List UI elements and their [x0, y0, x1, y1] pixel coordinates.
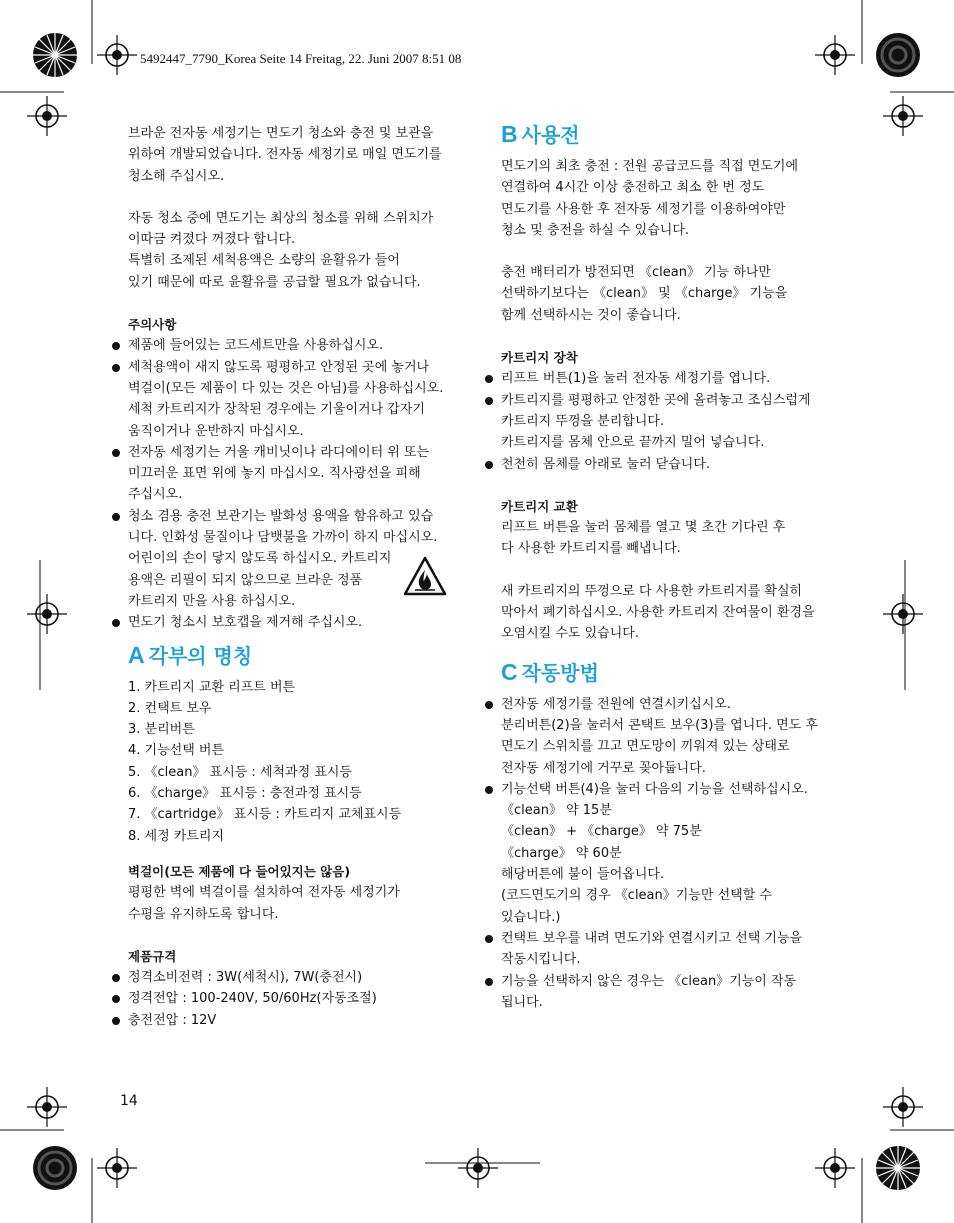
list-item: 충전전압 : 12V: [112, 1010, 462, 1031]
registration-mark-icon: [883, 96, 923, 136]
cartridge-replace-title: 카트리지 교환: [501, 498, 578, 514]
section-c-heading: C 작동방법: [501, 658, 599, 685]
list-item: 정격전압 : 100-240V, 50/60Hz(자동조절): [112, 988, 462, 1009]
list-item: 컨택트 보우를 내려 면도기와 연결시키고 선택 기능을 작동시킵니다.: [485, 928, 840, 971]
list-item: 8. 세정 카트리지: [128, 828, 225, 844]
cartridge-install-list: [485, 368, 840, 474]
print-slug: 5492447_7790_Korea Seite 14 Freitag, 22. Juni 2007 8:51 08: [140, 51, 462, 66]
list-item: 정격소비전력 : 3W(세척시), 7W(충전시): [112, 967, 462, 988]
list-item: 기능을 선택하지 않은 경우는 《clean》기능이 작동 됩니다.: [485, 971, 840, 1014]
first-charge-paragraph: 면도기의 최초 충전 : 전원 공급코드를 직접 면도기에 연결하여 4시간 이상 충전하고 최소 한 번 정도 면도기를 사용한 후 전자동 세정기를 이용하여야만 청소 및 충전을 하실 수 있습니다.: [501, 159, 799, 238]
list-item: 2. 컨택트 보우: [128, 700, 212, 716]
intro-paragraph: 브라운 전자동 세정기는 면도기 청소와 충전 및 보관을 위하여 개발되었습니다. 전자동 세정기로 매일 면도기를 청소해 주십시오.: [128, 126, 442, 184]
bullet-icon: [112, 619, 120, 627]
registration-mark-icon: [883, 594, 923, 634]
bullet-icon: [112, 342, 120, 350]
registration-mark-icon: [815, 35, 855, 75]
bullet-icon: [485, 701, 493, 709]
section-b-heading: B 사용전: [501, 121, 580, 147]
list-item: 3. 분리버튼: [128, 722, 195, 738]
cartridge-install-title: 카트리지 장착: [501, 350, 578, 366]
list-item: 제품에 들어있는 코드세트만을 사용하십시오.: [112, 335, 462, 356]
spec-list: [112, 967, 462, 1031]
list-item: 1. 카트리지 교환 리프트 버튼: [128, 679, 296, 695]
flammable-warning-icon: [403, 556, 447, 596]
operation-list: [485, 694, 840, 1013]
registration-mark-icon: [27, 1087, 67, 1127]
list-item: 청소 겸용 충전 보관기는 발화성 용액을 함유하고 있습 니다. 인화성 물질이나 담뱃불을 가까이 하지 마십시오. 어린이의 손이 닿지 않도록 하십시오. 카트리지 용액은 리필이 되지 않으므로 브라운 정품 카트리지 만을 사용 하십시오.: [112, 506, 462, 612]
cartridge-replace-text: 리프트 버튼을 눌러 몸체를 열고 몇 초간 기다린 후 다 사용한 카트리지를 빼냅니다.: [501, 520, 786, 557]
cartridge-dispose-text: 새 카트리지의 뚜껑으로 다 사용한 카트리지를 확실히 막아서 폐기하십시오. 사용한 카트리지 잔여물이 환경을 오염시킬 수도 있습니다.: [501, 583, 815, 642]
spec-title: 제품규격: [128, 948, 177, 964]
list-item: 면도기 청소시 보호캡을 제거해 주십시오.: [112, 612, 462, 633]
caution-title: 주의사항: [128, 317, 177, 333]
bullet-icon: [485, 978, 493, 986]
bullet-icon: [485, 397, 493, 405]
battery-note: 충전 배터리가 방전되면 《clean》 기능 하나만 선택하기보다는 《clean》 및 《charge》 기능을 함께 선택하시는 것이 좋습니다.: [501, 265, 788, 323]
list-item: 기능선택 버튼(4)을 눌러 다음의 기능을 선택하십시오. 《clean》 약 15분 《clean》 + 《charge》 약 75분 《charge》 약 60분 해당버튼에 불이 들어옵니다. (코드면도기의 경우 《clean》기능만 선택할 수 있습니다.): [485, 779, 840, 928]
bullet-icon: [485, 935, 493, 943]
wall-mount-text: 평평한 벽에 벽걸이를 설치하여 전자동 세정기가 수평을 유지하도록 합니다.: [128, 885, 400, 922]
registration-mark-icon: [458, 1148, 498, 1188]
registration-mark-icon: [27, 96, 67, 136]
list-item: 4. 기능선택 버튼: [128, 743, 225, 759]
list-item: 7. 《cartridge》 표시등 : 카트리지 교체표시등: [128, 807, 402, 823]
registration-mark-icon: [27, 594, 67, 634]
right-column: [485, 123, 840, 1013]
page-number: 14: [120, 1093, 138, 1109]
bullet-icon: [112, 974, 120, 982]
wall-mount-title: 벽걸이(모든 제품에 다 들어있지는 않음): [128, 863, 351, 879]
list-item: 리프트 버튼(1)을 눌러 전자동 세정기를 엽니다.: [485, 368, 840, 389]
bullet-icon: [112, 1017, 120, 1025]
bullet-icon: [112, 995, 120, 1003]
bullet-icon: [485, 786, 493, 794]
registration-mark-icon: [97, 1148, 137, 1188]
bullet-icon: [485, 375, 493, 383]
list-item: 6. 《charge》 표시등 : 충전과정 표시등: [128, 786, 362, 802]
list-item: 전자동 세정기를 전원에 연결시키십시오. 분리버튼(2)을 눌러서 콘택트 보우(3)를 엽니다. 면도 후 면도기 스위치를 끄고 면도망이 끼워져 있는 상태로 전자동 세정기에 거꾸로 꽂아둡니다.: [485, 694, 840, 779]
list-item: 카트리지를 평평하고 안정한 곳에 올려놓고 조심스럽게 카트리지 뚜껑을 분리합니다. 카트리지를 몸체 안으로 끝까지 밀어 넣습니다.: [485, 390, 840, 454]
cleaning-paragraph: 자동 청소 중에 면도기는 최상의 청소를 위해 스위치가 이따금 켜졌다 꺼졌다 합니다. 특별히 조제된 세척용액은 소량의 윤활유가 들어 있기 때문에 따로 윤활유를 공급할 필요가 없습니다.: [128, 210, 434, 290]
section-a-heading: A 각부의 명칭: [128, 641, 253, 668]
list-item: 세척용액이 새지 않도록 평평하고 안정된 곳에 놓거나 벽걸이(모든 제품이 다 있는 것은 아님)를 사용하십시오. 세척 카트리지가 장착된 경우에는 기울이거나 갑자기 움직이거나 운반하지 마십시오.: [112, 357, 462, 442]
list-item: 천천히 몸체를 아래로 눌러 닫습니다.: [485, 454, 840, 475]
list-item: 5. 《clean》 표시등 : 세척과정 표시등: [128, 764, 352, 780]
registration-mark-icon: [97, 35, 137, 75]
parts-list: [112, 677, 462, 847]
bullet-icon: [112, 513, 120, 521]
registration-mark-icon: [883, 1087, 923, 1127]
registration-mark-icon: [815, 1148, 855, 1188]
bullet-icon: [112, 449, 120, 457]
list-item: 전자동 세정기는 거울 캐비닛이나 라디에이터 위 또는 미끄러운 표면 위에 놓지 마십시오. 직사광선을 피해 주십시오.: [112, 442, 462, 506]
bullet-icon: [112, 364, 120, 372]
bullet-icon: [485, 461, 493, 469]
